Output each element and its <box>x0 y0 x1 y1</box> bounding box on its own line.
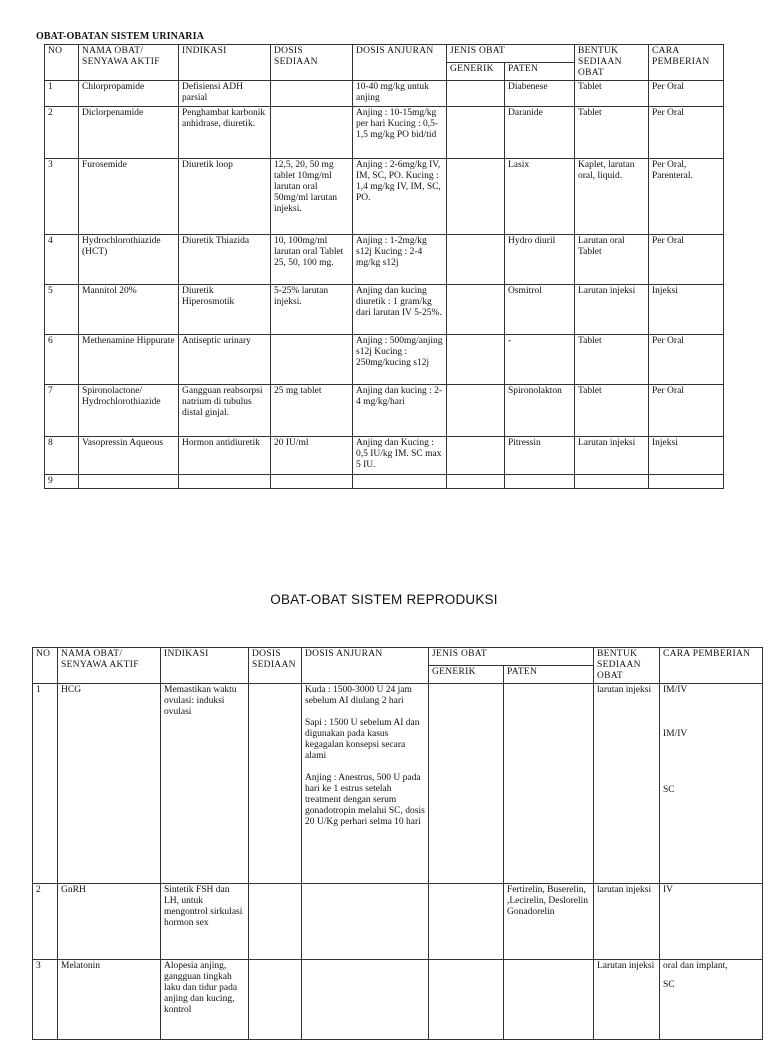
cell-indikasi: Penghambat karbonik anhidrase, diuretik. <box>179 107 271 159</box>
cell-nama: Chlorpropamide <box>79 81 179 107</box>
cell-cara <box>660 960 763 1040</box>
cell-nama: Diclorpenamide <box>79 107 179 159</box>
cell-no: 6 <box>45 335 79 385</box>
cell-no: 2 <box>33 884 58 960</box>
cell-dosis-anjuran: Anjing : 1-2mg/kg s12j Kucing : 2-4 mg/kg s12j <box>353 235 447 285</box>
table-row <box>33 684 763 884</box>
cell-cara <box>649 475 724 489</box>
cell-no: 7 <box>45 385 79 437</box>
table-row <box>45 107 724 159</box>
cell-no: 9 <box>45 475 79 489</box>
header-nama: NAMA OBAT/ SENYAWA AKTIF <box>58 648 161 684</box>
cell-nama: Vasopressin Aqueous <box>79 437 179 475</box>
cell-cara: Per Oral <box>649 385 724 437</box>
cell-nama: GnRH <box>58 884 161 960</box>
reproduksi-header-row <box>33 648 763 666</box>
cell-dosis-anjuran <box>353 475 447 489</box>
cell-generik <box>447 335 505 385</box>
cell-paten: Hydro diuril <box>505 235 575 285</box>
table-row <box>45 81 724 107</box>
cell-indikasi: Diuretik Hiperosmotik <box>179 285 271 335</box>
cell-dosis-anjuran: Anjing : 2-6mg/kg IV, IM, SC, PO. Kucing : 1,4 mg/kg IV, IM, SC, PO. <box>353 159 447 235</box>
cara-sc: SC <box>663 980 675 990</box>
cell-no: 3 <box>33 960 58 1040</box>
header-indikasi: INDIKASI <box>161 648 249 684</box>
cell-generik <box>447 285 505 335</box>
cell-bentuk: Larutan oral Tablet <box>575 235 649 285</box>
cell-cara: Per Oral, Parenteral. <box>649 159 724 235</box>
cell-paten: Osmitrol <box>505 285 575 335</box>
cell-no: 1 <box>45 81 79 107</box>
cell-dosis-sediaan: 20 IU/ml <box>271 437 353 475</box>
cell-dosis-anjuran: 10-40 mg/kg untuk anjing <box>353 81 447 107</box>
cell-bentuk: Tablet <box>575 335 649 385</box>
cell-no: 4 <box>45 235 79 285</box>
cara-anjing: SC <box>663 785 675 795</box>
header-dosis-sediaan: DOSIS SEDIAAN <box>249 648 302 684</box>
header-bentuk: BENTUK SEDIAAN OBAT <box>594 648 660 684</box>
table-row <box>45 235 724 285</box>
dosis-kuda: Kuda : 1500-3000 U 24 jam sebelum AI diulang 2 hari <box>305 685 412 706</box>
dosis-sapi: Sapi : 1500 U sebelum AI dan digunakan pada kasus kegagalan konsepsi secara alami <box>305 718 420 761</box>
cell-no: 8 <box>45 437 79 475</box>
cell-paten: Diabenese <box>505 81 575 107</box>
cell-bentuk: Tablet <box>575 81 649 107</box>
cell-paten: Daranide <box>505 107 575 159</box>
cell-cara: Injeksi <box>649 437 724 475</box>
cell-nama: Hydrochlorothiazide (HCT) <box>79 235 179 285</box>
header-jenis-obat: JENIS OBAT <box>429 648 594 666</box>
cell-nama <box>79 475 179 489</box>
cell-no: 1 <box>33 684 58 884</box>
header-indikasi: INDIKASI <box>179 45 271 81</box>
cell-no: 5 <box>45 285 79 335</box>
table-row <box>45 285 724 335</box>
cell-nama: Furosemide <box>79 159 179 235</box>
cell-no: 2 <box>45 107 79 159</box>
cell-dosis-sediaan <box>249 960 302 1040</box>
header-nama: NAMA OBAT/ SENYAWA AKTIF <box>79 45 179 81</box>
cell-generik <box>429 960 504 1040</box>
header-jenis-obat: JENIS OBAT <box>447 45 575 63</box>
cell-generik <box>429 884 504 960</box>
cell-dosis-anjuran <box>302 884 429 960</box>
cell-generik <box>447 159 505 235</box>
cell-indikasi: Hormon antidiuretik <box>179 437 271 475</box>
header-dosis-anjuran: DOSIS ANJURAN <box>353 45 447 81</box>
cell-generik <box>429 684 504 884</box>
cell-cara: Per Oral <box>649 235 724 285</box>
cell-dosis-sediaan: 5-25% larutan injeksi. <box>271 285 353 335</box>
cell-paten <box>504 684 594 884</box>
cell-bentuk: Larutan injeksi <box>575 437 649 475</box>
cell-dosis-sediaan: 25 mg tablet <box>271 385 353 437</box>
cell-paten <box>505 475 575 489</box>
cell-bentuk <box>575 475 649 489</box>
cell-nama: Methenamine Hippurate <box>79 335 179 385</box>
cell-paten: Lasix <box>505 159 575 235</box>
cell-bentuk: Larutan injeksi <box>594 960 660 1040</box>
cara-kuda: IM/IV <box>663 685 688 695</box>
cell-indikasi: Diuretik Thiazida <box>179 235 271 285</box>
cell-indikasi: Diuretik loop <box>179 159 271 235</box>
cell-indikasi: Alopesia anjing, gangguan tingkah laku dan tidur pada anjing dan kucing, kontrol <box>161 960 249 1040</box>
header-generik: GENERIK <box>429 666 504 684</box>
cell-nama: Melatonin <box>58 960 161 1040</box>
cell-dosis-sediaan <box>249 884 302 960</box>
cell-paten <box>504 960 594 1040</box>
urinaria-section-title: OBAT-OBATAN SISTEM URINARIA <box>36 31 204 42</box>
cell-dosis-sediaan <box>271 81 353 107</box>
cell-dosis-sediaan: 10, 100mg/ml larutan oral Tablet 25, 50, 100 mg. <box>271 235 353 285</box>
cell-bentuk: Kaplet, larutan oral, liquid. <box>575 159 649 235</box>
header-bentuk: BENTUK SEDIAAN OBAT <box>575 45 649 81</box>
urinaria-table <box>44 44 724 489</box>
header-paten: PATEN <box>505 63 575 81</box>
cell-dosis-sediaan: 12,5, 20, 50 mg tablet 10mg/ml larutan oral 50mg/ml larutan injeksi. <box>271 159 353 235</box>
cell-generik <box>447 235 505 285</box>
cell-cara <box>660 684 763 884</box>
cell-no: 3 <box>45 159 79 235</box>
cell-paten: - <box>505 335 575 385</box>
cell-indikasi: Antiseptic urinary <box>179 335 271 385</box>
table-row <box>45 385 724 437</box>
cell-paten: Spironolakton <box>505 385 575 437</box>
cell-dosis-sediaan <box>249 684 302 884</box>
table-row <box>33 960 763 1040</box>
header-cara: CARA PEMBERIAN <box>649 45 724 81</box>
table-row <box>45 335 724 385</box>
table-row <box>33 884 763 960</box>
cell-cara: Per Oral <box>649 335 724 385</box>
table-row <box>45 437 724 475</box>
cell-generik <box>447 475 505 489</box>
dosis-anjing: Anjing : Anestrus, 500 U pada hari ke 1 estrus setelah treatment dengan serum gonadotropin melalui SC, dosis 20 U/Kg perhari selma 10 hari <box>305 773 425 827</box>
cell-dosis-anjuran: Anjing dan kucing : 2-4 mg/kg/hari <box>353 385 447 437</box>
urinaria-header-row <box>45 45 724 63</box>
cell-dosis-anjuran: Anjing : 10-15mg/kg per hari Kucing : 0,5-1,5 mg/kg PO bid/tid <box>353 107 447 159</box>
cell-dosis-sediaan <box>271 335 353 385</box>
cell-paten: Fertirelin, Buserelin, ,Lecirelin, Deslorelin Gonadorelin <box>504 884 594 960</box>
cell-bentuk: larutan injeksi <box>594 884 660 960</box>
table-row <box>45 159 724 235</box>
cell-cara: Per Oral <box>649 107 724 159</box>
cell-indikasi: Memastikan waktu ovulasi: induksi ovulasi <box>161 684 249 884</box>
cell-cara: Per Oral <box>649 81 724 107</box>
reproduksi-table <box>32 647 763 1040</box>
cell-cara: Injeksi <box>649 285 724 335</box>
cell-bentuk: Tablet <box>575 107 649 159</box>
cell-indikasi <box>179 475 271 489</box>
cell-cara: IV <box>660 884 763 960</box>
cell-generik <box>447 437 505 475</box>
header-dosis-anjuran: DOSIS ANJURAN <box>302 648 429 684</box>
cell-indikasi: Gangguan reabsorpsi natrium di tubulus distal ginjal. <box>179 385 271 437</box>
reproduksi-section-title: OBAT-OBAT SISTEM REPRODUKSI <box>270 592 498 607</box>
table-row <box>45 475 724 489</box>
cell-dosis-sediaan <box>271 107 353 159</box>
cell-dosis-anjuran: Anjing : 500mg/anjing s12j Kucing : 250mg/kucing s12j <box>353 335 447 385</box>
header-dosis-sediaan: DOSIS SEDIAAN <box>271 45 353 81</box>
cell-generik <box>447 107 505 159</box>
cell-bentuk: larutan injeksi <box>594 684 660 884</box>
cell-dosis-anjuran <box>302 684 429 884</box>
header-no: NO <box>33 648 58 684</box>
cara-oral: oral dan implant, <box>663 961 728 971</box>
header-no: NO <box>45 45 79 81</box>
cell-generik <box>447 81 505 107</box>
header-paten: PATEN <box>504 666 594 684</box>
cell-generik <box>447 385 505 437</box>
header-cara: CARA PEMBERIAN <box>660 648 763 684</box>
cell-nama: Spironolactone/ Hydrochlorothiazide <box>79 385 179 437</box>
cell-bentuk: Larutan injeksi <box>575 285 649 335</box>
cell-dosis-sediaan <box>271 475 353 489</box>
cara-sapi: IM/IV <box>663 729 688 739</box>
cell-bentuk: Tablet <box>575 385 649 437</box>
cell-dosis-anjuran: Anjing dan Kucing : 0,5 IU/kg IM. SC max 5 IU. <box>353 437 447 475</box>
cell-indikasi: Sintetik FSH dan LH, untuk mengontrol sirkulasi hormon sex <box>161 884 249 960</box>
cell-paten: Pitressin <box>505 437 575 475</box>
cell-dosis-anjuran <box>302 960 429 1040</box>
cell-indikasi: Defisiensi ADH parsial <box>179 81 271 107</box>
cell-dosis-anjuran: Anjing dan kucing diuretik : 1 gram/kg dari larutan IV 5-25%. <box>353 285 447 335</box>
cell-nama: Mannitol 20% <box>79 285 179 335</box>
cell-nama: HCG <box>58 684 161 884</box>
header-generik: GENERIK <box>447 63 505 81</box>
